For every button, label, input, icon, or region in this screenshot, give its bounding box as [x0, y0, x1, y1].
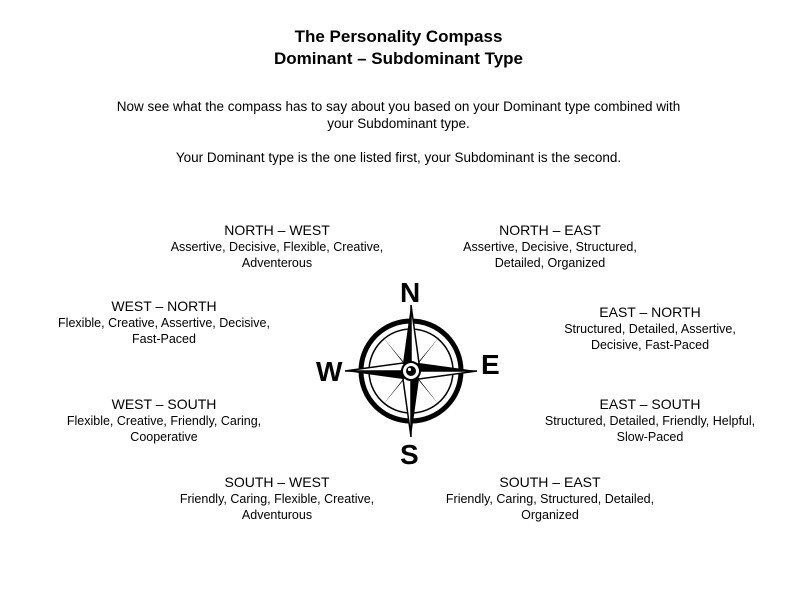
page-subtitle: Dominant – Subdominant Type [273, 49, 524, 68]
direction-traits: Flexible, Creative, Friendly, Caring, [66, 414, 262, 428]
compass-north-label: N [400, 277, 421, 308]
direction-traits: Assertive, Decisive, Structured, [463, 240, 637, 254]
direction-south-west [147, 474, 407, 523]
direction-heading: EAST – NORTH [599, 304, 701, 320]
direction-traits: Friendly, Caring, Structured, Detailed, [445, 492, 655, 506]
direction-traits: Adventerous [241, 256, 313, 270]
direction-heading: WEST – SOUTH [111, 396, 217, 412]
direction-traits: Adventurous [241, 508, 313, 522]
direction-heading: EAST – SOUTH [599, 396, 701, 412]
direction-traits: Organized [521, 508, 579, 522]
direction-traits: Structured, Detailed, Assertive, [564, 322, 736, 336]
direction-traits: Assertive, Decisive, Flexible, Creative, [170, 240, 384, 254]
direction-traits: Cooperative [130, 430, 198, 444]
direction-heading: SOUTH – EAST [499, 474, 601, 490]
page-title: The Personality Compass [294, 27, 503, 46]
direction-east-north [520, 304, 780, 353]
compass-east-label: E [481, 349, 500, 380]
direction-north-east [420, 222, 680, 271]
direction-north-west [147, 222, 407, 271]
direction-west-north [34, 298, 294, 347]
intro-paragraph [0, 98, 797, 132]
direction-heading: WEST – NORTH [111, 298, 217, 314]
direction-traits: Slow-Paced [616, 430, 684, 444]
intro-line: Now see what the compass has to say about you based on your Dominant type combined with [116, 99, 681, 114]
direction-traits: Detailed, Organized [494, 256, 606, 270]
direction-heading: NORTH – WEST [224, 222, 330, 238]
direction-traits: Structured, Detailed, Friendly, Helpful, [544, 414, 756, 428]
direction-south-east [420, 474, 680, 523]
direction-heading: NORTH – EAST [499, 222, 601, 238]
intro-line: your Subdominant type. [327, 116, 470, 131]
direction-heading: SOUTH – WEST [224, 474, 330, 490]
direction-east-south [520, 396, 780, 445]
compass-south-label: S [400, 439, 419, 470]
compass-west-label: W [316, 356, 343, 387]
direction-traits: Friendly, Caring, Flexible, Creative, [179, 492, 375, 506]
direction-traits: Fast-Paced [132, 332, 196, 346]
direction-west-south [34, 396, 294, 445]
direction-traits: Flexible, Creative, Assertive, Decisive, [58, 316, 270, 330]
direction-traits: Decisive, Fast-Paced [590, 338, 710, 352]
intro-note: Your Dominant type is the one listed first, your Subdominant is the second. [175, 150, 622, 165]
